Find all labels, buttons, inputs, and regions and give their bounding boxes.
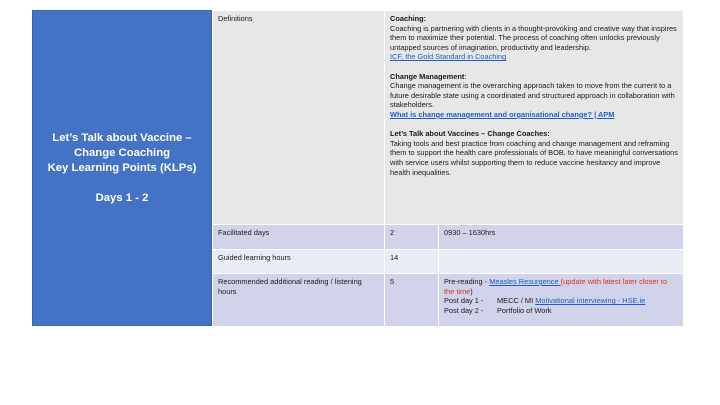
change-management-text: Change management is the overarching approach taken to move from the current to a future desirable state using a coordinated and structured approach in collaboration with stakeholders. bbox=[390, 81, 675, 110]
title-line-1: Let’s Talk about Vaccine – bbox=[52, 131, 192, 144]
title-line-2: Change Coaching bbox=[73, 146, 170, 159]
mi-link[interactable]: Motivational interviewing - HSE.ie bbox=[535, 296, 646, 306]
apm-link[interactable]: What is change management and organisational change? | APM bbox=[390, 109, 615, 119]
recommended-reading-row bbox=[213, 274, 684, 327]
update-note: (update with latest later closer to the time bbox=[444, 277, 668, 296]
change-coaches-heading: Let’s Talk about Vaccines – Change Coaches: bbox=[390, 129, 550, 139]
recommended-value: 5 bbox=[385, 274, 439, 327]
post-day-2-line: Post day 2 - Portfolio of Work bbox=[444, 305, 552, 315]
definitions-label: Definitions bbox=[213, 11, 385, 225]
recommended-label: Recommended additional reading / listening hours bbox=[213, 274, 385, 327]
change-coaches-text: Taking tools and best practice from coaching and change management and reframing them to support the health care professionals of BOB, to have meaningful conversations with service users whilst supporting them to reduce vaccine hesitancy and improve health inequalities. bbox=[390, 138, 678, 177]
post-day-1-line: Post day 1 - MECC / MI Motivational interviewing - HSE.ie bbox=[444, 296, 646, 306]
facilitated-label: Facilitated days bbox=[213, 225, 385, 250]
definitions-content: Coaching: Coaching is partnering with clients in a thought-provoking and creative way that inspires them to maximize their potential. The process of coaching often unlocks previously untapped sources of imagination, productivity and leadership. ICF, the Gold Standard in Coaching Change Management: Change management is the overarching approach taken to move from the current to a future desirable state using a coordinated and structured approach in collaboration with stakeholders. What is change management and organisational change? | APM Let’s Talk about Vaccines – Change Coaches: Taking tools and best practice from coaching and change management and reframing them to support the health care professionals of BOB, to have meaningful conversations with service users whilst supporting them to reduce vaccine hesitancy and improve health inequalities. bbox=[385, 11, 684, 225]
definitions-row bbox=[213, 11, 684, 225]
guided-hours-row bbox=[213, 250, 684, 274]
title-block bbox=[48, 131, 197, 206]
guided-value: 14 bbox=[385, 250, 439, 274]
prereading-line: Pre-reading - Measles Resurgence (update with latest later closer to the time) bbox=[444, 277, 668, 296]
klp-table bbox=[212, 10, 684, 327]
coaching-heading: Coaching: bbox=[390, 14, 427, 23]
change-management-heading: Change Management bbox=[390, 71, 465, 81]
recommended-detail bbox=[439, 274, 684, 327]
facilitated-hours: 0930 – 1630hrs bbox=[439, 225, 684, 250]
facilitated-value: 2 bbox=[385, 225, 439, 250]
title-panel bbox=[32, 10, 212, 326]
guided-label: Guided learning hours bbox=[213, 250, 385, 274]
guided-detail bbox=[439, 250, 684, 274]
days-label: Days 1 - 2 bbox=[95, 191, 149, 204]
coaching-text: Coaching is partnering with clients in a thought-provoking and creative way that inspires them to maximize their potential. The process of coaching often unlocks previously untapped sources of imagination, productivity and leadership. bbox=[390, 23, 677, 52]
title-line-3: Key Learning Points (KLPs) bbox=[47, 161, 197, 174]
icf-link[interactable]: ICF, the Gold Standard in Coaching bbox=[390, 52, 507, 62]
facilitated-days-row bbox=[213, 225, 684, 250]
measles-link[interactable]: Measles Resurgence bbox=[489, 277, 561, 286]
